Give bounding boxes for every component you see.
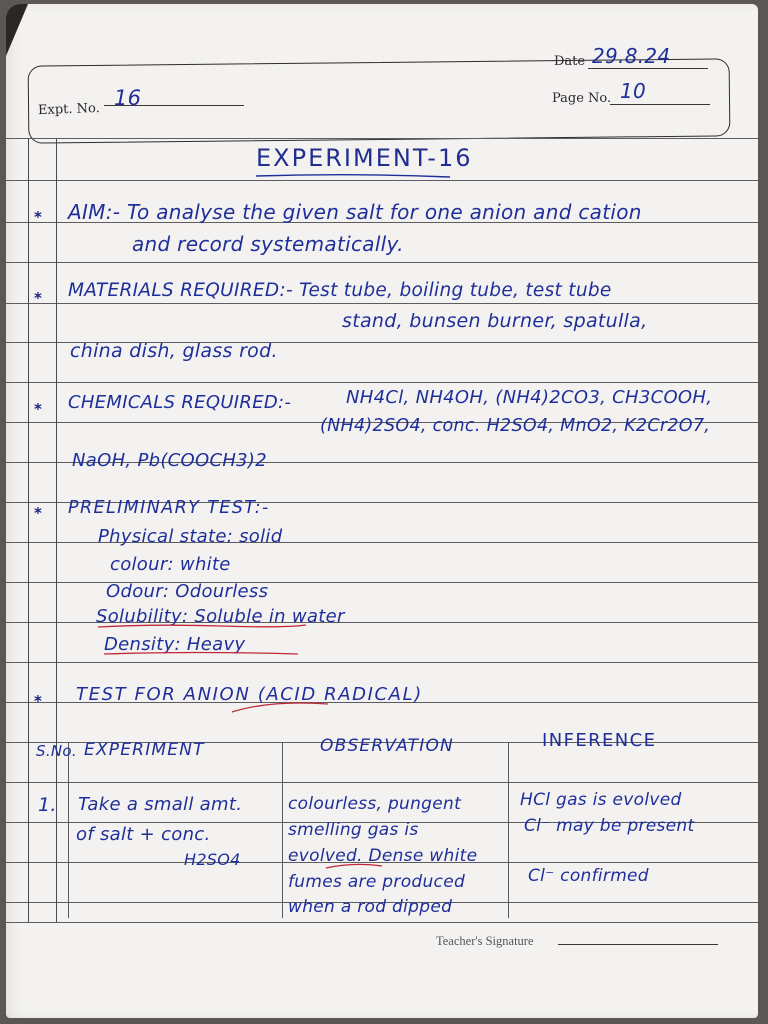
- bullet-star: *: [34, 692, 42, 710]
- ruled-line: [6, 782, 758, 783]
- chemicals-line-1: NH4Cl, NH4OH, (NH4)2CO3, CH3COOH,: [346, 387, 713, 408]
- aim-line-1: AIM:- To analyse the given salt for one anion and cation: [68, 200, 642, 224]
- table-header-observation: OBSERVATION: [320, 736, 454, 756]
- expt-label: Expt. No.: [37, 100, 100, 119]
- ruled-line: [6, 382, 758, 383]
- page-corner: [6, 4, 28, 56]
- aim-line-2: and record systematically.: [132, 232, 404, 256]
- table-cell-experiment-line: of salt + conc.: [76, 824, 211, 845]
- bullet-star: *: [34, 208, 42, 226]
- preliminary-heading: PRELIMINARY TEST:-: [68, 498, 270, 518]
- preliminary-item: Physical state: solid: [98, 526, 283, 547]
- experiment-title: EXPERIMENT-16: [256, 144, 473, 172]
- ruled-line: [6, 922, 758, 923]
- page-label: Page No.: [552, 91, 612, 106]
- table-column-divider: [282, 742, 283, 918]
- preliminary-item: Odour: Odourless: [106, 581, 269, 602]
- table-cell-observation-line: when a rod dipped: [288, 897, 453, 917]
- red-underline: [102, 650, 302, 658]
- table-cell-inference-line: Cl⁻ may be present: [524, 816, 695, 836]
- chemicals-line-2: (NH4)2SO4, conc. H2SO4, MnO2, K2Cr2O7,: [320, 416, 711, 436]
- table-cell-inference-line: Cl⁻ confirmed: [528, 866, 649, 886]
- bullet-star: *: [34, 400, 42, 418]
- bullet-star: *: [34, 289, 42, 307]
- table-cell-experiment-line: Take a small amt.: [78, 794, 243, 815]
- table-column-divider: [68, 742, 69, 918]
- table-header-sno: S.No.: [36, 742, 77, 760]
- notebook-page: [6, 4, 758, 1018]
- title-underline: [254, 172, 454, 180]
- ruled-line: [6, 662, 758, 663]
- preliminary-item: colour: white: [110, 554, 231, 575]
- preliminary-item: Solubility: Soluble in water: [96, 606, 345, 627]
- teacher-signature-label: Teacher's Signature: [436, 934, 534, 948]
- table-cell-observation-line: evolved. Dense white: [288, 846, 478, 866]
- red-underline: [96, 622, 306, 630]
- chemicals-line-3: NaOH, Pb(COOCH3)2: [72, 450, 267, 471]
- bullet-star: *: [34, 504, 42, 522]
- table-cell-observation-line: fumes are produced: [288, 872, 466, 892]
- anion-heading: TEST FOR ANION (ACID RADICAL): [76, 684, 423, 705]
- date-label: Date: [554, 54, 586, 69]
- table-header-inference: INFERENCE: [542, 730, 657, 751]
- materials-line-3: china dish, glass rod.: [70, 340, 278, 362]
- ruled-line: [6, 262, 758, 263]
- materials-line-1: MATERIALS REQUIRED:- Test tube, boiling tube, test tube: [68, 280, 612, 301]
- page-value: 10: [620, 79, 647, 103]
- table-cell-sno: 1.: [38, 794, 57, 816]
- date-value: 29.8.24: [592, 44, 671, 68]
- red-underline: [230, 700, 330, 716]
- table-cell-observation-line: smelling gas is: [288, 820, 419, 840]
- materials-line-2: stand, bunsen burner, spatulla,: [342, 310, 648, 332]
- expt-value: 16: [114, 86, 142, 110]
- table-column-divider: [508, 742, 509, 918]
- ruled-line: [6, 138, 758, 139]
- table-cell-inference-line: HCl gas is evolved: [520, 790, 682, 810]
- chemicals-label: CHEMICALS REQUIRED:-: [68, 392, 292, 413]
- table-header-experiment: EXPERIMENT: [84, 740, 205, 760]
- table-cell-observation-line: colourless, pungent: [288, 794, 462, 814]
- margin-line-left: [28, 138, 29, 922]
- ruled-line: [6, 303, 758, 304]
- table-cell-experiment-line: H2SO4: [184, 850, 241, 869]
- date-underline: [588, 68, 708, 69]
- teacher-signature-line: [558, 944, 718, 945]
- red-underline: [324, 862, 384, 872]
- ruled-line: [6, 180, 758, 181]
- page-underline: [610, 104, 710, 105]
- preliminary-item: Density: Heavy: [104, 634, 246, 655]
